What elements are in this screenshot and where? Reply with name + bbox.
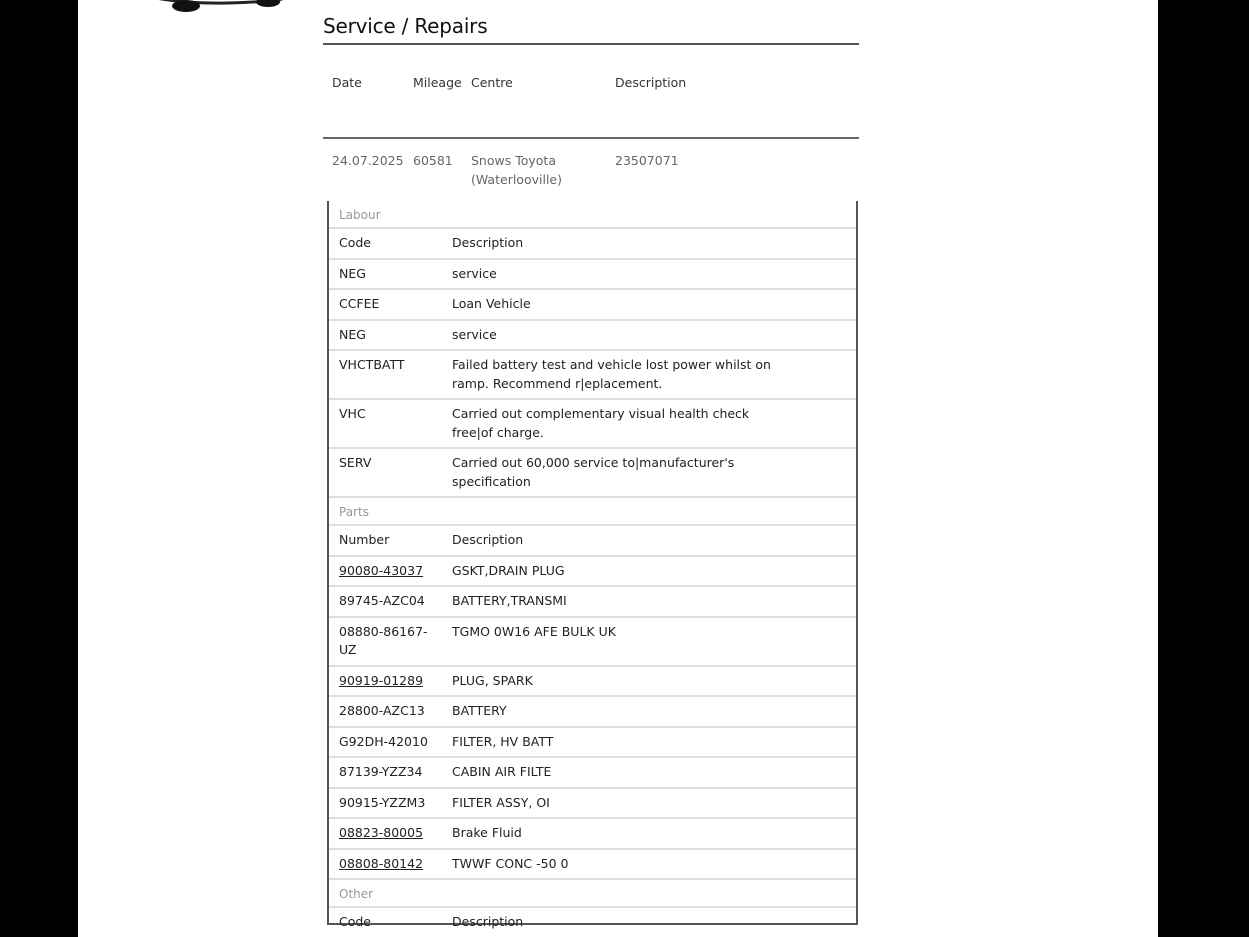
labour-code: NEG [339,265,366,281]
labour-description: Carried out 60,000 service to|manufacturer's specification [452,455,735,489]
parts-header-row [329,526,856,557]
table-row [329,587,856,618]
page-title: Service / Repairs [323,14,488,38]
table-row [329,321,856,352]
car-silhouette-image [108,0,308,18]
parts-header-number: Number [339,532,390,547]
labour-code: NEG [339,326,366,342]
part-number-link[interactable]: 08823-80005 [339,825,424,840]
table-row [329,697,856,728]
labour-description: Loan Vehicle [452,296,531,311]
table-row [329,557,856,588]
service-detail-panel [327,201,858,929]
table-row [329,290,856,321]
title-divider [323,43,859,45]
part-number: 87139-YZZ34 [339,764,423,779]
column-header-mileage: Mileage [413,75,462,90]
part-description: Brake Fluid [452,825,522,840]
table-row [329,449,856,498]
labour-code: CCFEE [339,296,380,311]
part-number-link[interactable]: 08808-80142 [339,855,424,871]
part-description: PLUG, SPARK [452,672,533,688]
part-description: FILTER, HV BATT [452,733,554,749]
labour-section-title: Labour [329,201,856,229]
part-description: GSKT,DRAIN PLUG [452,562,565,578]
header-divider [323,137,859,139]
other-header-code: Code [339,914,372,929]
service-mileage: 60581 [413,153,453,168]
other-section-title: Other [329,880,856,908]
labour-description: service [452,326,497,342]
column-header-centre: Centre [471,75,513,90]
table-row [329,400,856,449]
labour-header-code: Code [339,235,372,250]
part-description: TWWF CONC -50 0 [452,855,569,871]
table-row [329,351,856,400]
labour-header-description: Description [452,235,524,250]
table-row [329,789,856,820]
part-number: 89745-AZC04 [339,593,425,608]
part-number: 08880-86167-UZ [339,623,428,657]
column-header-date: Date [332,75,362,90]
column-header-description: Description [615,75,687,90]
table-row [329,667,856,698]
part-number: 90915-YZZM3 [339,794,426,810]
service-centre: Snows Toyota (Waterlooville) [471,153,562,187]
labour-header-row [329,229,856,260]
part-description: BATTERY,TRANSMI [452,593,567,608]
parts-section-title: Parts [329,498,856,526]
part-description: BATTERY [452,703,507,718]
other-header-description: Description [452,914,524,929]
table-row [329,728,856,759]
table-row [329,260,856,291]
labour-description: service [452,265,497,281]
part-description: FILTER ASSY, OI [452,794,550,810]
labour-description: Carried out complementary visual health check free|of charge. [452,406,750,440]
service-date: 24.07.2025 [332,153,404,168]
parts-header-description: Description [452,532,524,547]
other-header-row [329,908,856,937]
labour-code: SERV [339,455,372,470]
table-row [329,758,856,789]
part-number: 28800-AZC13 [339,703,425,718]
part-description: TGMO 0W16 AFE BULK UK [452,623,616,639]
table-row [329,819,856,850]
page [78,0,1158,937]
part-number-link[interactable]: 90080-43037 [339,562,424,578]
labour-description: Failed battery test and vehicle lost power whilst on ramp. Recommend r|eplacement. [452,357,771,391]
part-number-link[interactable]: 90919-01289 [339,672,424,688]
labour-code: VHC [339,406,366,421]
table-row [329,618,856,667]
table-row [329,850,856,881]
part-description: CABIN AIR FILTE [452,764,552,779]
labour-code: VHCTBATT [339,357,405,372]
part-number: G92DH-42010 [339,733,428,749]
service-description: 23507071 [615,153,679,168]
